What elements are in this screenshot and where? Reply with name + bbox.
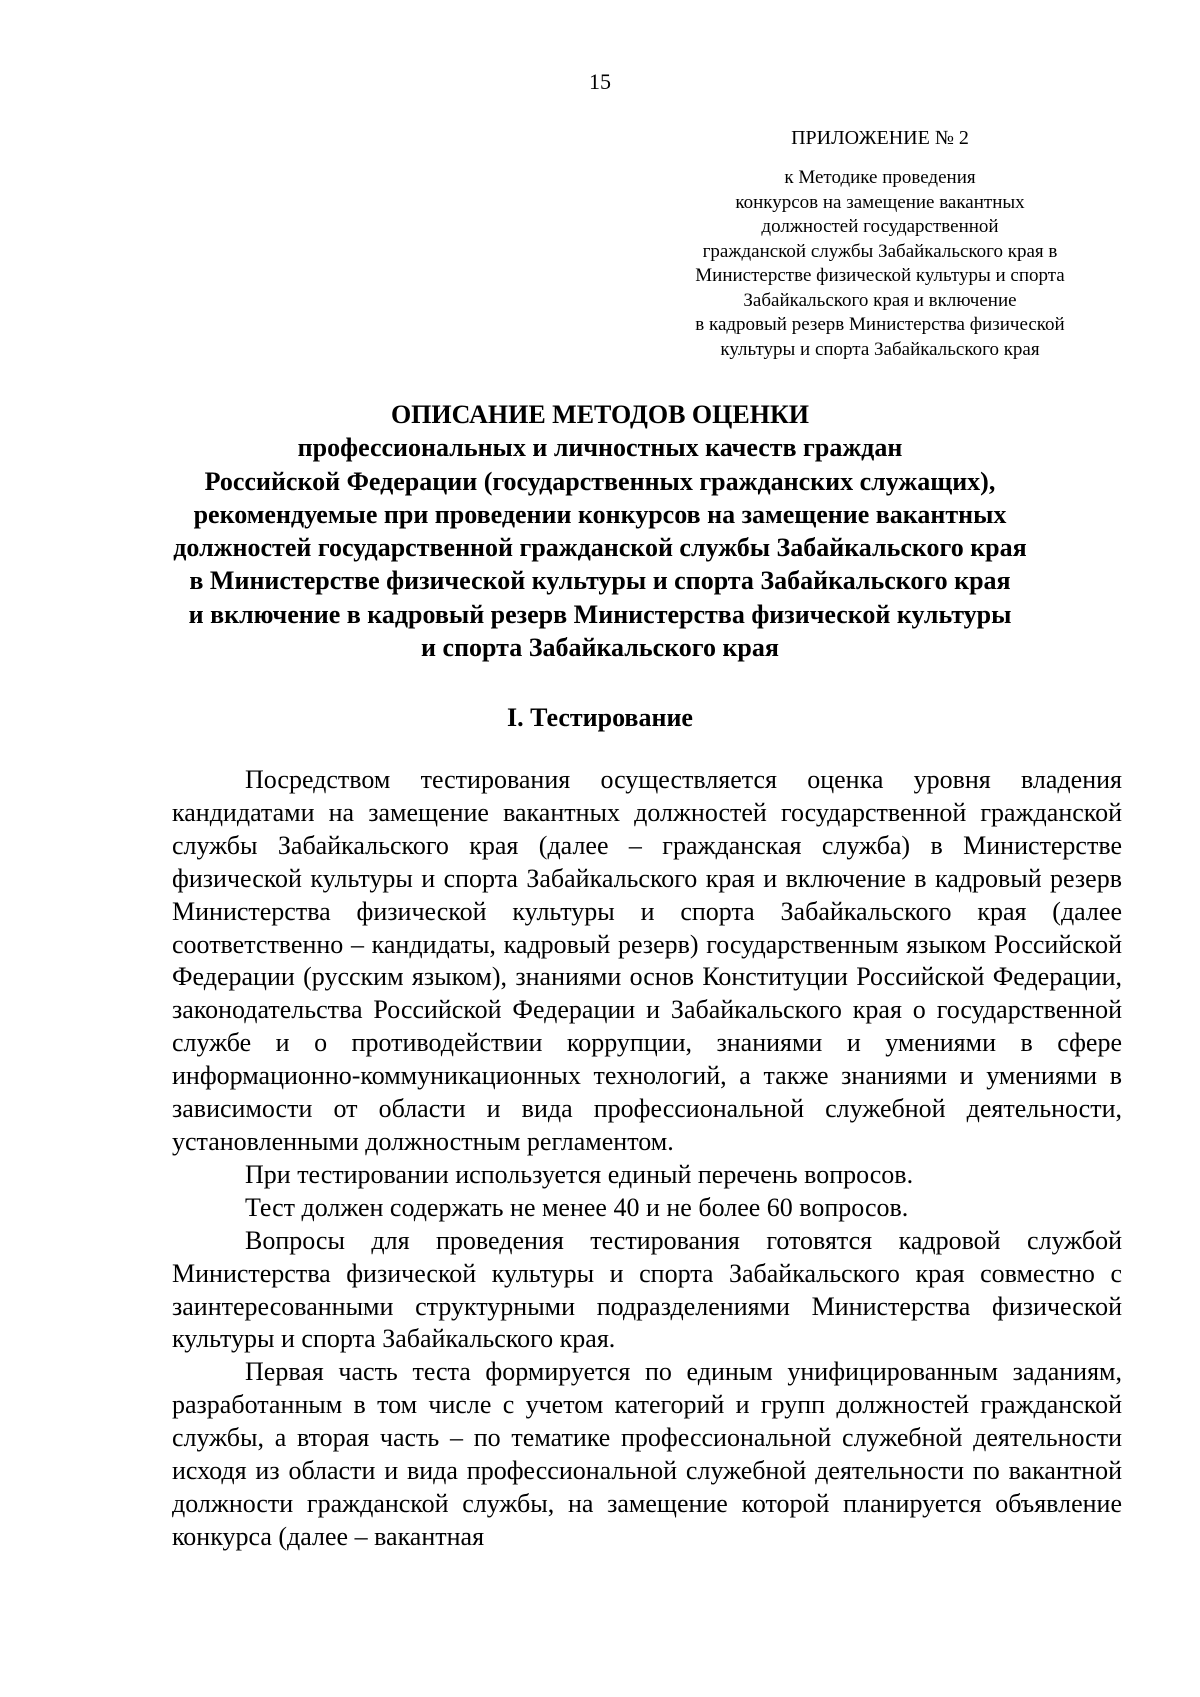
paragraph: Посредством тестирования осуществляется оценка уровня владения кандидатами на замещение вакантных должностей государственной гражданской службы Забайкальского края (далее – гражданская служба) в Министерстве физической культуры и спорта Забайкальского края и включение в кадровый резерв Министерства физической культуры и спорта Забайкальского края (далее соответственно – кандидаты, кадровый резерв) государственным языком Российской Федерации (русским языком), знаниями основ Конституции Российской Федерации, законодательства Российской Федерации и Забайкальского края о государственной службе и о противодействии коррупции, знаниями и умениями в сфере информационно-коммуникационных технологий, а также знаниями и умениями в зависимости от области и вида профессиональной служебной деятельности, установленными должностным регламентом. (172, 765, 1122, 1156)
document-title-line: профессиональных и личностных качеств граждан (297, 433, 903, 463)
document-title-line: в Министерстве физической культуры и спорта Забайкальского края (189, 566, 1011, 596)
document-title (150, 398, 1050, 664)
appendix-reference-line: к Методике проведения (784, 167, 976, 188)
document-title-line: должностей государственной гражданской службы Забайкальского края (173, 533, 1027, 563)
document-title-line: ОПИСАНИЕ МЕТОДОВ ОЦЕНКИ (390, 400, 810, 429)
page-number: 15 (589, 69, 611, 94)
appendix-title: ПРИЛОЖЕНИЕ № 2 (791, 127, 969, 149)
document-title-line: и спорта Забайкальского края (421, 633, 779, 663)
appendix-reference-line: гражданской службы Забайкальского края в (702, 240, 1058, 262)
appendix-reference (640, 166, 1120, 362)
appendix-reference-line: Забайкальского края и включение (743, 289, 1017, 311)
paragraph: Вопросы для проведения тестирования готовятся кадровой службой Министерства физической культуры и спорта Забайкальского края совместно с заинтересованными структурными подразделениями Министерства физической культуры и спорта Забайкальского края. (172, 1225, 1122, 1354)
body-text (172, 764, 1122, 1554)
section-heading: I. Тестирование (507, 703, 693, 732)
document-title-line: рекомендуемые при проведении конкурсов на замещение вакантных (193, 499, 1007, 529)
appendix-reference-line: Министерстве физической культуры и спорта (695, 265, 1065, 286)
paragraph: Тест должен содержать не менее 40 и не более 60 вопросов. (245, 1192, 909, 1222)
appendix-reference-line: культуры и спорта Забайкальского края (720, 338, 1040, 360)
paragraph: При тестировании используется единый перечень вопросов. (245, 1159, 914, 1189)
document-title-line: Российской Федерации (государственных гражданских служащих), (204, 466, 996, 496)
appendix-reference-line: должностей государственной (761, 216, 999, 237)
paragraph: Первая часть теста формируется по единым унифицированным заданиям, разработанным в том числе с учетом категорий и групп должностей гражданской службы, а вторая часть – по тематике профессиональной служебной деятельности исходя из области и вида профессиональной служебной деятельности по вакантной должности гражданской службы, на замещение которой планируется объявление конкурса (далее – вакантная (172, 1357, 1122, 1551)
appendix-reference-line: в кадровый резерв Министерства физической (695, 314, 1065, 335)
document-title-line: и включение в кадровый резерв Министерства физической культуры (188, 599, 1012, 629)
appendix-reference-line: конкурсов на замещение вакантных (735, 191, 1025, 213)
